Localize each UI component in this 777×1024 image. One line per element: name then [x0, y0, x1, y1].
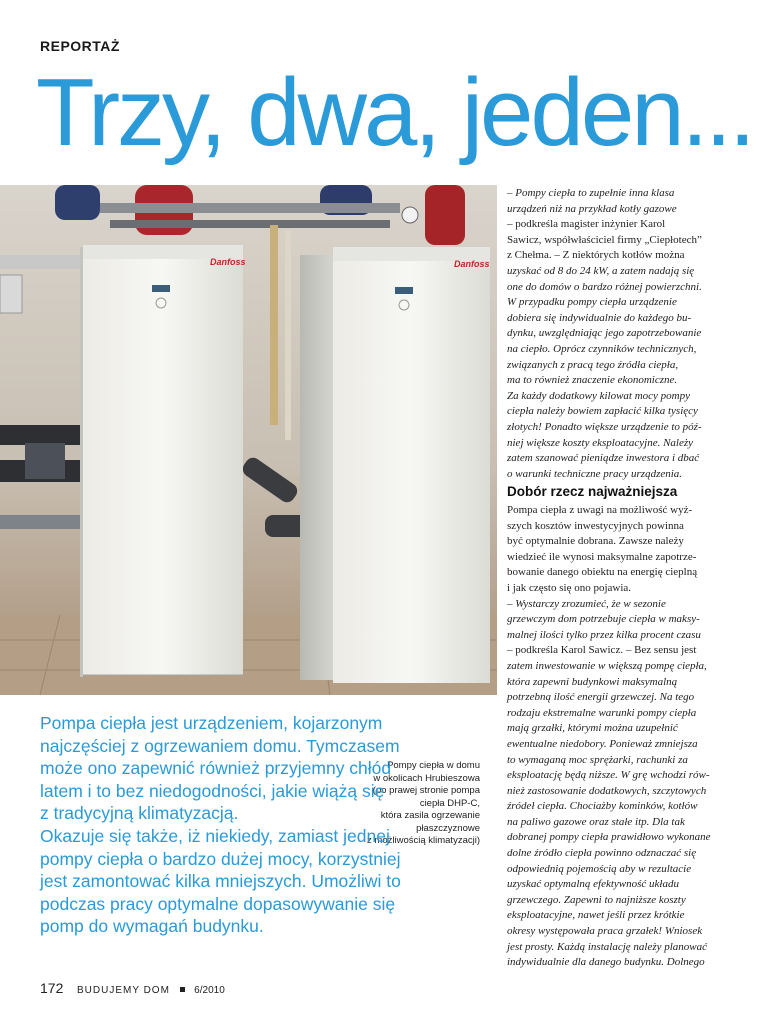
magazine-name: BUDUJEMY DOM — [76, 985, 170, 996]
photo-caption: Pompy ciepła w domu w okolicach Hrubieszowa (po prawej stronie pompa ciepła DHP-C, która zasila ogrzewanie płaszczyznowe z możliwością klimatyzacji) — [367, 760, 480, 846]
body-text-line: bowanie danego obiektu na energię cieplną — [507, 566, 698, 579]
article-column-bottom — [507, 503, 757, 971]
body-text-line: odpowiednią pojemością aby w rezultacie — [507, 862, 692, 875]
body-text-line: Pompa ciepła z uwagi na możliwość wyż- — [507, 504, 693, 516]
body-text-line: wiedzieć ile wynosi maksymalne zapotrze- — [507, 550, 697, 563]
body-text-line: – Wystarczy zrozumieć, że w sezonie — [507, 597, 666, 610]
body-text-line: złotych! Ponadto większe urządzenie to póź- — [507, 420, 702, 433]
body-text-line: ewentualne niedobory. Ponieważ zmniejsza — [507, 737, 698, 750]
body-text-line: zatem szanować pieniądze inwestora i dbać — [507, 452, 700, 465]
lead-line: z tradycyjną klimatyzacją. — [40, 803, 239, 824]
body-text-line: mają grzałki, którymi można uzupełnić — [507, 722, 678, 735]
body-text-line: dynku, uwzględniając jego zapotrzebowanie — [507, 327, 702, 340]
brand-logo-right: Danfoss — [454, 259, 490, 269]
display-icon — [395, 287, 413, 294]
article-lead — [40, 712, 490, 938]
body-text-line: indywidualnie dla danego budynku. Dolnego — [507, 956, 705, 969]
subheading: Dobór rzecz najważniejsza — [507, 484, 678, 499]
body-text-line: rodzaju ekstremalne warunki pompy ciepła — [507, 706, 697, 719]
body-text-line: z Chełma. – Z niektórych kotłów można — [507, 249, 685, 262]
square-bullet-icon — [180, 987, 185, 992]
body-text-line: eksploatacyjne, nawet jeśli przez krótkie — [507, 909, 685, 922]
article-headline: Trzy, dwa, jeden... — [36, 59, 753, 166]
body-text-line: malnej ilości tylko przez kilka procent czasu — [507, 628, 701, 641]
page-number: 172 — [40, 980, 64, 996]
body-text-line: dolne źródło ciepła powinno odznaczać się — [507, 847, 697, 860]
article-column-top — [507, 186, 757, 482]
lead-line: najczęściej z ogrzewaniem domu. Tymczasem — [40, 735, 400, 756]
body-text-line: to wymaganą moc sprężarki, rachunki za — [507, 753, 688, 766]
lead-line: pompy ciepła o bardzo dużej mocy, korzystniej — [40, 848, 401, 869]
display-icon — [152, 285, 170, 292]
body-text-line: zatem inwestowanie w większą pompę ciepła, — [507, 659, 707, 672]
lead-line: latem i to bez niedogodności, jakie wiążą się — [40, 780, 385, 801]
page-footer — [40, 980, 225, 996]
lead-line: pomp do wymagań budynku. — [40, 916, 264, 937]
body-text-line: ciepła należy bowiem zapłacić kilka tysięcy — [507, 405, 698, 418]
body-text-line: okresy występowała praca grzałek! Wniosek — [507, 925, 703, 938]
body-text-line: Sawicz, współwłaściciel firmy „Ciepłotech” — [507, 233, 702, 246]
body-text-line: być optymalnie dobrana. Zawsze należy — [507, 535, 684, 548]
body-text-line: niej większe koszty eksploatacyjne. Należy — [507, 436, 694, 449]
body-text-line: dobiera się indywidualnie do każdego bu- — [507, 311, 692, 324]
body-text-line: na ciepło. Oprócz czynników technicznych, — [507, 342, 697, 355]
heat-pump-right — [333, 247, 490, 683]
body-text-line: związanych z pracą tego źródła ciepła, — [507, 358, 679, 371]
body-text-line: która zapewni budynkowi maksymalną — [507, 675, 678, 688]
lead-line: Okazuje się także, iż niekiedy, zamiast jednej — [40, 825, 390, 846]
body-text-line: uzyskać optymalną efektywność układu — [507, 878, 679, 891]
body-text-line: grzewczym dom potrzebuje ciepła w maksy- — [507, 613, 700, 626]
body-text-line: Za każdy dodatkowy kilowat mocy pompy — [507, 389, 690, 402]
issue-number: 6/2010 — [194, 985, 225, 996]
body-text-line: źródeł ciepła. Chociażby kominków, kotłów — [507, 800, 698, 813]
heat-pump-left — [83, 245, 243, 675]
body-text-line: W przypadku pompy ciepła urządzenie — [507, 296, 677, 309]
body-text-line: szych kosztów inwestycyjnych powinna — [507, 519, 684, 532]
body-text-line: uzyskać od 8 do 24 kW, a zatem nadają się — [507, 264, 695, 277]
expansion-tank-blue — [55, 185, 100, 220]
body-text-line: potrzebną ilość energii grzewczej. Na tego — [507, 691, 695, 704]
lead-line: jest zamontować kilka mniejszych. Umożliwi to — [40, 871, 401, 892]
body-text-line: o warunki techniczne pracy urządzenia. — [507, 467, 683, 480]
body-text-line: urządzeń niż na przykład kotły gazowe — [507, 202, 677, 215]
body-text-line: one do domów o bardzo różnej powierzchni. — [507, 280, 702, 293]
body-text-line: – Pompy ciepła to zupełnie inna klasa — [507, 187, 675, 199]
brand-logo-left: Danfoss — [210, 257, 246, 267]
body-text-line: i jak często się ono pojawia. — [507, 581, 632, 594]
body-text-line: jest prosty. Każdą instalację należy planować — [507, 940, 708, 953]
lead-line: podczas pracy optymalne dopasowywanie się — [40, 893, 396, 914]
body-text-line: nież zastosowanie dodatkowych, szczytowych — [507, 784, 707, 797]
body-text-line: eksploatację będą niższe. W grę wchodzi rów- — [507, 769, 710, 782]
body-text-line: – podkreśla Karol Sawicz. – Bez sensu jest — [507, 644, 697, 657]
body-text-line: na paliwo gazowe oraz stałe itp. Dla tak — [507, 815, 685, 828]
lead-line: może ono zapewnić również przyjemny chłód — [40, 758, 392, 779]
section-label: REPORTAŻ — [40, 38, 120, 54]
lead-line: Pompa ciepła jest urządzeniem, kojarzonym — [40, 713, 383, 733]
body-text-line: grzewczego. Zapewni to najniższe koszty — [507, 893, 686, 906]
body-text-line: ma to również znaczenie ekonomiczne. — [507, 374, 678, 387]
body-text-line: dobranej pompy ciepła prawidłowo wykonane — [507, 831, 711, 844]
body-text-line: – podkreśla magister inżynier Karol — [507, 218, 666, 231]
